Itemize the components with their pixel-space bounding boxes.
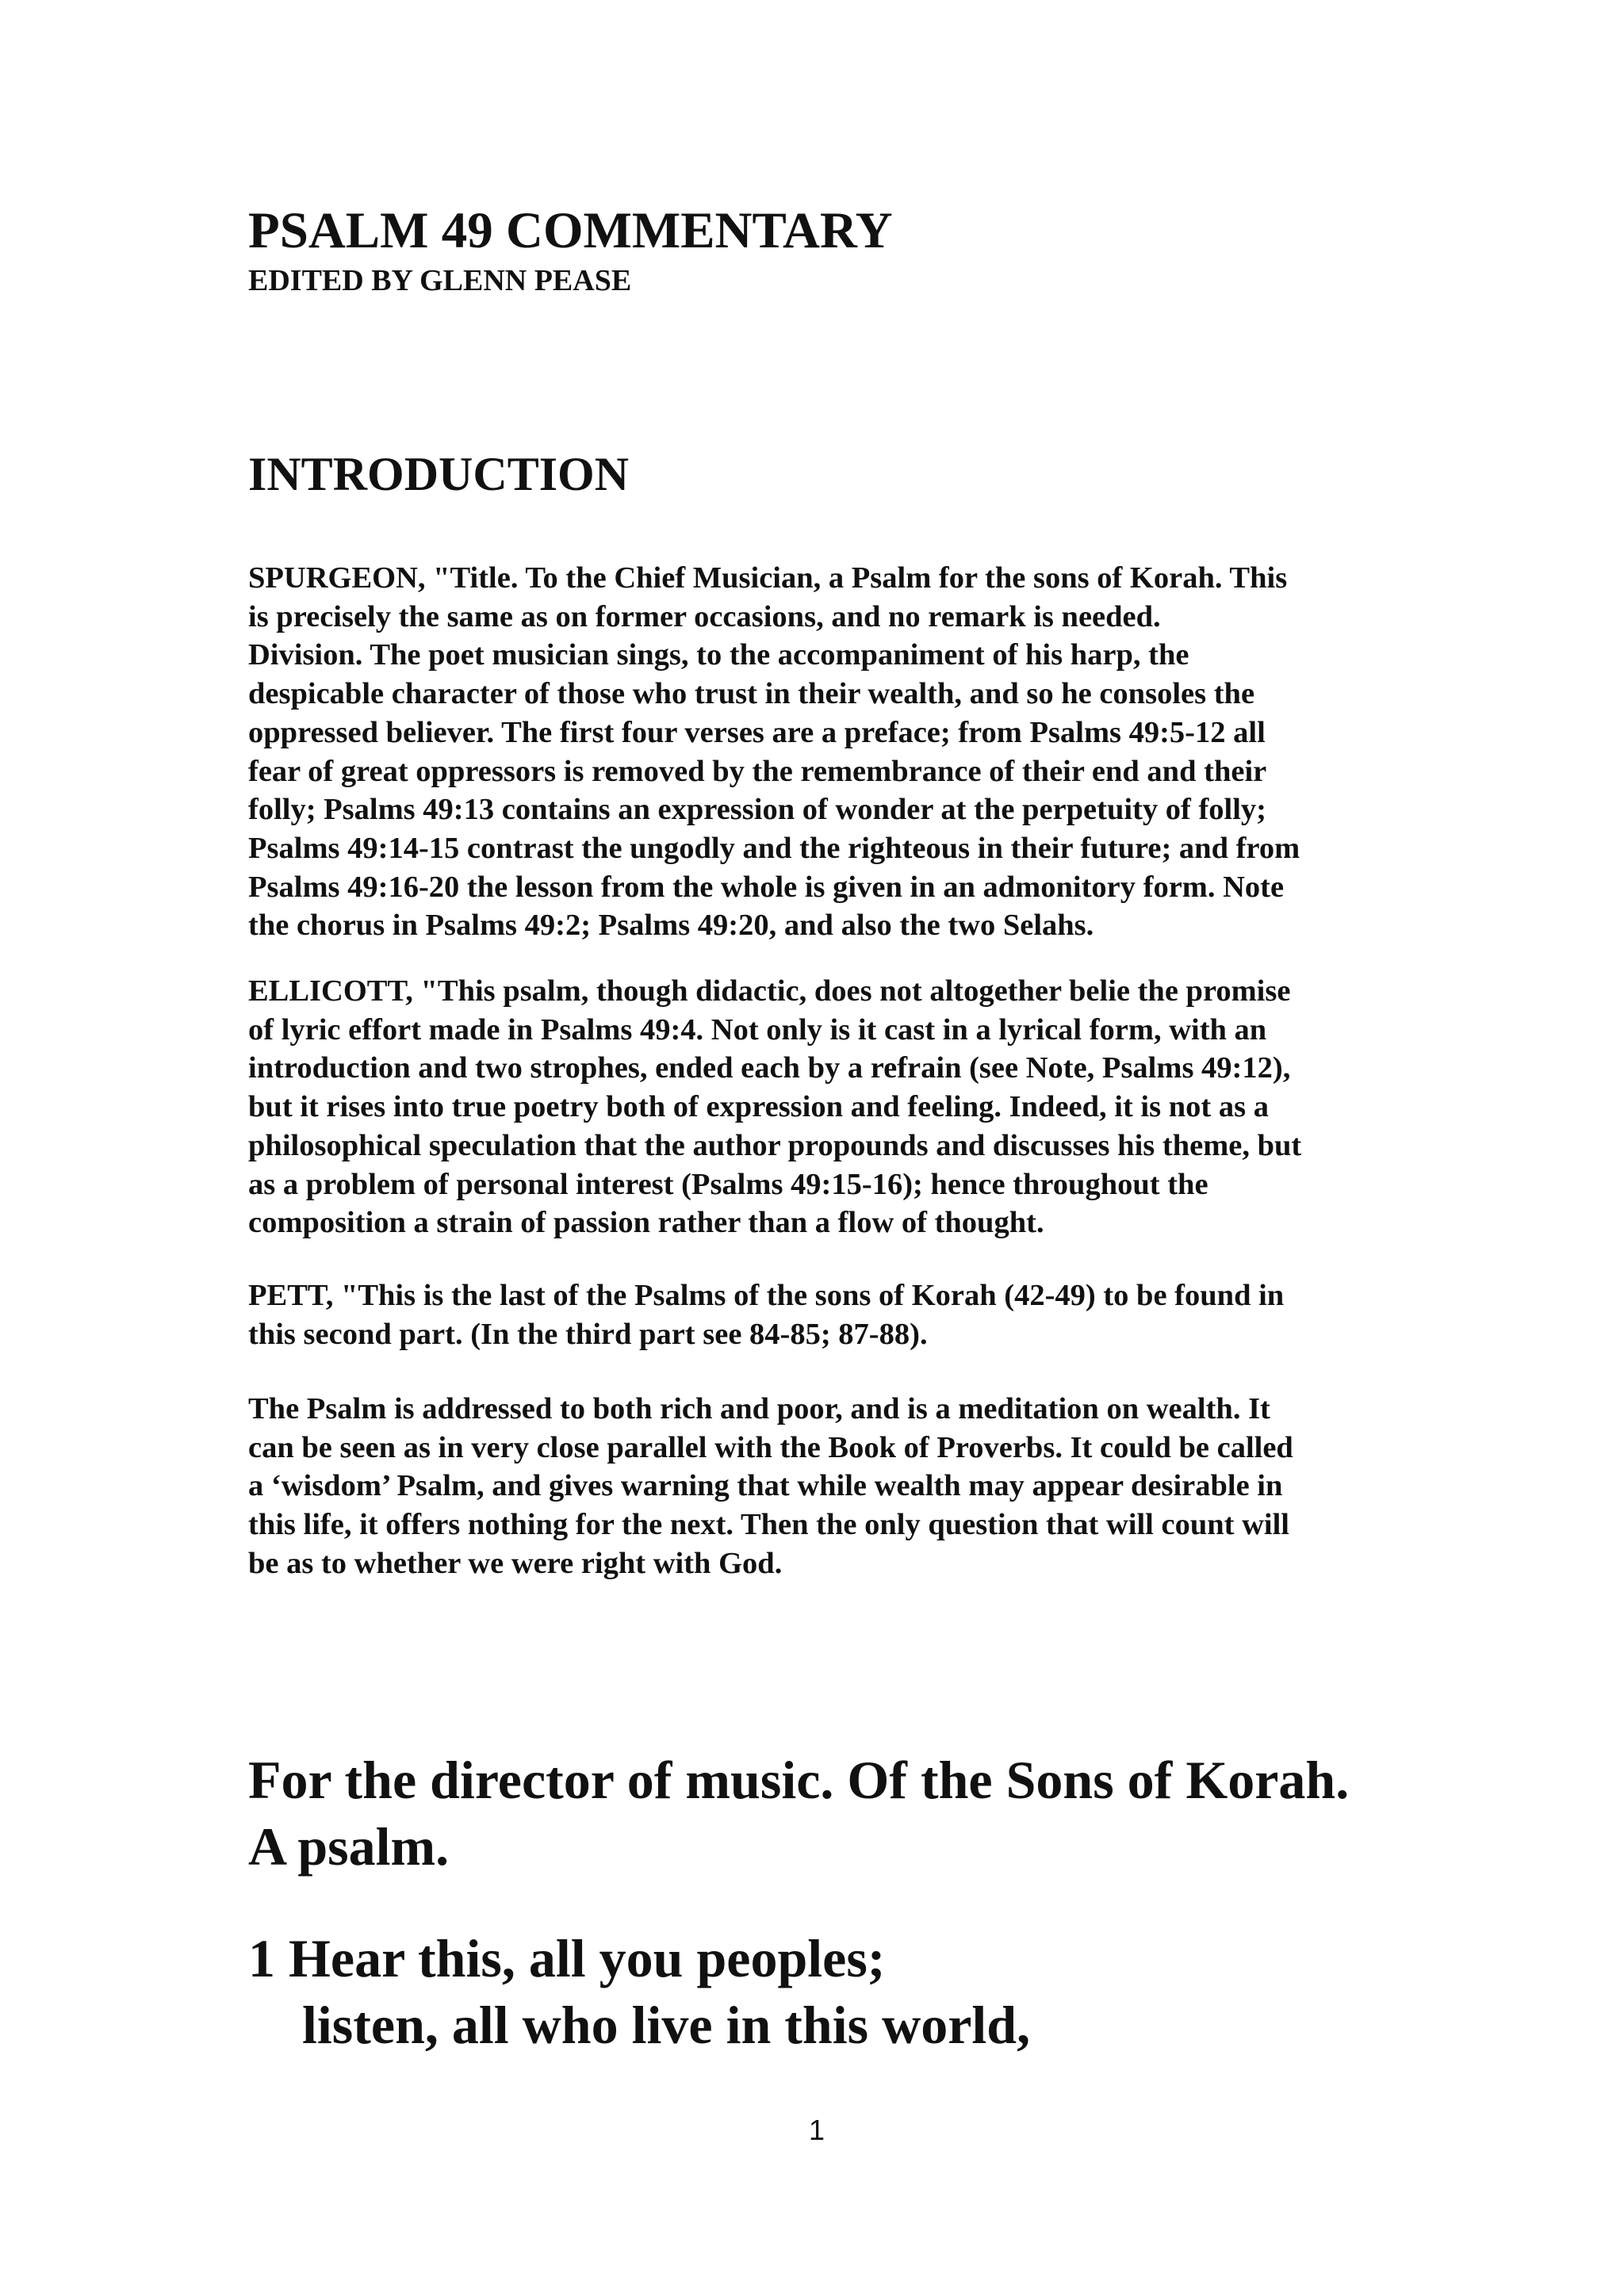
ellicott-paragraph: ELLICOTT, "This psalm, though didactic, does not altogether belie the promise of lyric effort made in Psalms 49:4. Not only is it cast in a lyrical form, with an introduction and two strophes, ended each by a refrain (see Note, Psalms 49:12), but it rises into true poetry both of expression and feeling. Indeed, it is not as a philosophical speculation that the author propounds and discusses his theme, but as a problem of personal interest (Psalms 49:15-16); hence throughout the composition a strain of passion rather than a flow of thought.	[248, 974, 1302, 1240]
psalm-superscription: For the director of music. Of the Sons of Korah. A psalm.	[248, 1750, 1350, 1877]
verse-1	[248, 1925, 1485, 2058]
spurgeon-paragraph: SPURGEON, "Title. To the Chief Musician, a Psalm for the sons of Korah. This is precisely the same as on former occasions, and no remark is needed. Division. The poet musician sings, to the accompaniment of his harp, the despicable character of those who trust in their wealth, and so he consoles the oppressed believer. The first four verses are a preface; from Psalms 49:5-12 all fear of great oppressors is removed by the remembrance of their end and their folly; Psalms 49:13 contains an expression of wonder at the perpetuity of folly; Psalms 49:14-15 contrast the ungodly and the righteous in their future; and from Psalms 49:16-20 the lesson from the whole is given in an admonitory form. Note the chorus in Psalms 49:2; Psalms 49:20, and also the two Selahs.	[248, 561, 1300, 943]
document-subtitle: EDITED BY GLENN PEASE	[248, 264, 632, 297]
page-number: 1	[808, 2114, 825, 2146]
verse-1-line-1: 1 Hear this, all you peoples;	[248, 1928, 886, 1988]
wealth-meditation-paragraph: The Psalm is addressed to both rich and poor, and is a meditation on wealth. It can be seen as in very close parallel with the Book of Proverbs. It could be called a ‘wisdom’ Psalm, and gives warning that while wealth may appear desirable in this life, it offers nothing for the next. Then the only question that will count will be as to whether we were right with God.	[248, 1392, 1293, 1580]
document-title: PSALM 49 COMMENTARY	[248, 202, 893, 259]
verse-1-line-2: listen, all who live in this world,	[302, 1995, 1031, 2055]
pett-paragraph: PETT, "This is the last of the Psalms of the sons of Korah (42-49) to be found in this second part. (In the third part see 84-85; 87-88).	[248, 1279, 1285, 1351]
introduction-heading: INTRODUCTION	[248, 448, 630, 500]
